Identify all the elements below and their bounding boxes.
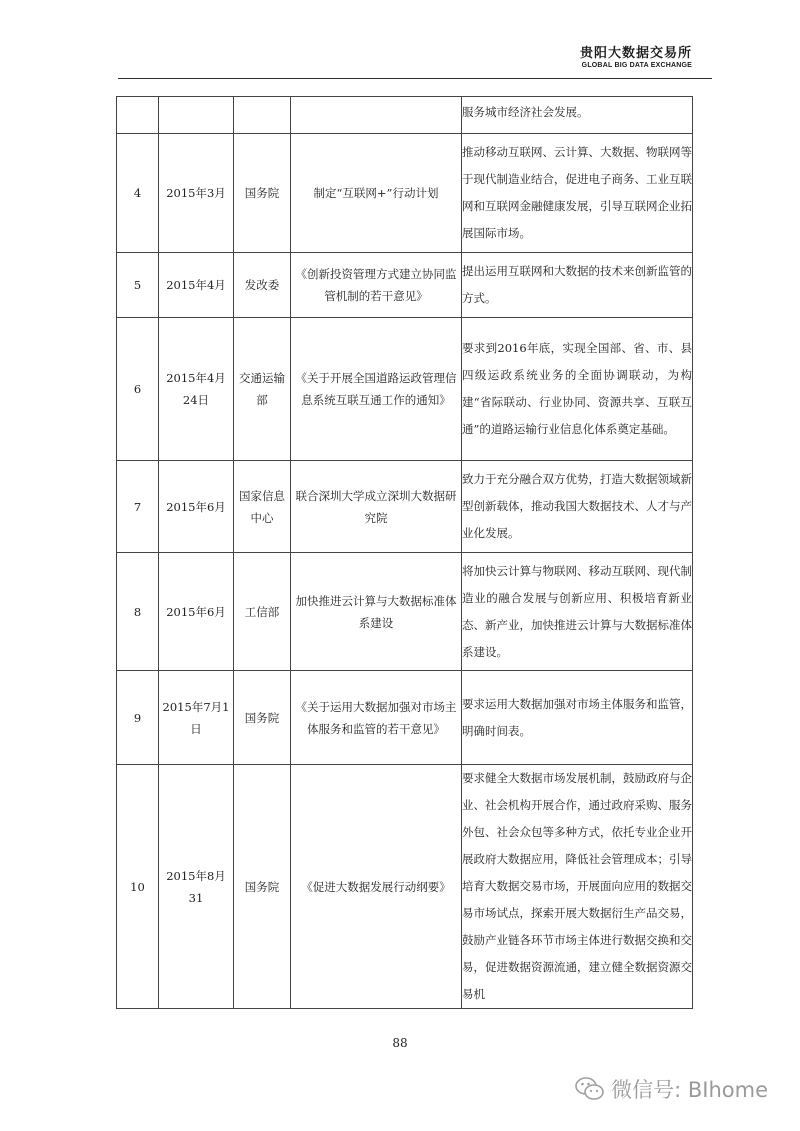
cell-title: 《关于开展全国道路运政管理信息系统互联互通工作的通知》 <box>291 318 462 461</box>
cell-date: 2015年7月1日 <box>159 671 234 765</box>
cell-no: 10 <box>117 765 159 1009</box>
cell-title <box>291 97 462 134</box>
cell-desc: 要求运用大数据加强对市场主体服务和监管，明确时间表。 <box>462 671 693 765</box>
cell-no: 4 <box>117 134 159 253</box>
wechat-logo-icon <box>575 1076 605 1102</box>
cell-desc: 将加快云计算与物联网、移动互联网、现代制造业的融合发展与创新应用、积极培育新业态、新产业，加快推进云计算与大数据标准体系建设。 <box>462 553 693 671</box>
cell-date: 2015年6月 <box>159 553 234 671</box>
table-row <box>117 671 693 765</box>
cell-desc: 服务城市经济社会发展。 <box>462 97 693 134</box>
cell-title: 《促进大数据发展行动纲要》 <box>291 765 462 1009</box>
cell-no <box>117 97 159 134</box>
cell-no: 7 <box>117 461 159 553</box>
brand-name-en: GLOBAL BIG DATA EXCHANGE <box>581 62 692 69</box>
cell-date: 2015年4月 <box>159 253 234 318</box>
cell-no: 8 <box>117 553 159 671</box>
cell-no: 9 <box>117 671 159 765</box>
cell-desc: 致力于充分融合双方优势，打造大数据领域新型创新载体，推动我国大数据技术、人才与产业化发展。 <box>462 461 693 553</box>
cell-desc: 要求健全大数据市场发展机制，鼓励政府与企业、社会机构开展合作，通过政府采购、服务外包、社会众包等多种方式，依托专业企业开展政府大数据应用，降低社会管理成本；引导培育大数据交易市场，开展面向应用的数据交易市场试点，探索开展大数据衍生产品交易，鼓励产业链各环节市场主体进行数据交换和交易，促进数据资源流通，建立健全数据资源交易机 <box>462 765 693 1009</box>
cell-dept: 交通运输部 <box>234 318 291 461</box>
cell-dept: 国家信息中心 <box>234 461 291 553</box>
table-row <box>117 253 693 318</box>
cell-dept: 国务院 <box>234 671 291 765</box>
table-row <box>117 318 693 461</box>
cell-date <box>159 97 234 134</box>
wechat-watermark <box>575 1074 768 1104</box>
cell-desc: 要求到2016年底，实现全国部、省、市、县四级运政系统业务的全面协调联动，为构建“省际联动、行业协同、资源共享、互联互通”的道路运输行业信息化体系奠定基础。 <box>462 318 693 461</box>
cell-title: 制定“互联网+”行动计划 <box>291 134 462 253</box>
cell-title: 《关于运用大数据加强对市场主体服务和监管的若干意见》 <box>291 671 462 765</box>
brand-name-cn: 贵阳大数据交易所 <box>579 46 692 61</box>
table-row <box>117 461 693 553</box>
policy-table <box>116 96 693 1009</box>
cell-date: 2015年6月 <box>159 461 234 553</box>
table-row <box>117 553 693 671</box>
cell-desc: 提出运用互联网和大数据的技术来创新监管的方式。 <box>462 253 693 318</box>
cell-title: 联合深圳大学成立深圳大数据研究院 <box>291 461 462 553</box>
cell-no: 5 <box>117 253 159 318</box>
table-row <box>117 765 693 1009</box>
cell-date: 2015年3月 <box>159 134 234 253</box>
watermark-text: 微信号: BIhome <box>611 1078 768 1102</box>
table-row <box>117 134 693 253</box>
cell-date: 2015年4月24日 <box>159 318 234 461</box>
cell-dept: 工信部 <box>234 553 291 671</box>
cell-dept <box>234 97 291 134</box>
header-brand <box>580 42 692 69</box>
cell-title: 《创新投资管理方式建立协同监管机制的若干意见》 <box>291 253 462 318</box>
page-number: 88 <box>392 1036 408 1050</box>
header-rule <box>118 78 712 79</box>
cell-dept: 国务院 <box>234 134 291 253</box>
cell-dept: 国务院 <box>234 765 291 1009</box>
cell-dept: 发改委 <box>234 253 291 318</box>
table-row <box>117 97 693 134</box>
cell-desc: 推动移动互联网、云计算、大数据、物联网等于现代制造业结合，促进电子商务、工业互联网和互联网金融健康发展，引导互联网企业拓展国际市场。 <box>462 134 693 253</box>
cell-no: 6 <box>117 318 159 461</box>
cell-date: 2015年8月31 <box>159 765 234 1009</box>
cell-title: 加快推进云计算与大数据标准体系建设 <box>291 553 462 671</box>
